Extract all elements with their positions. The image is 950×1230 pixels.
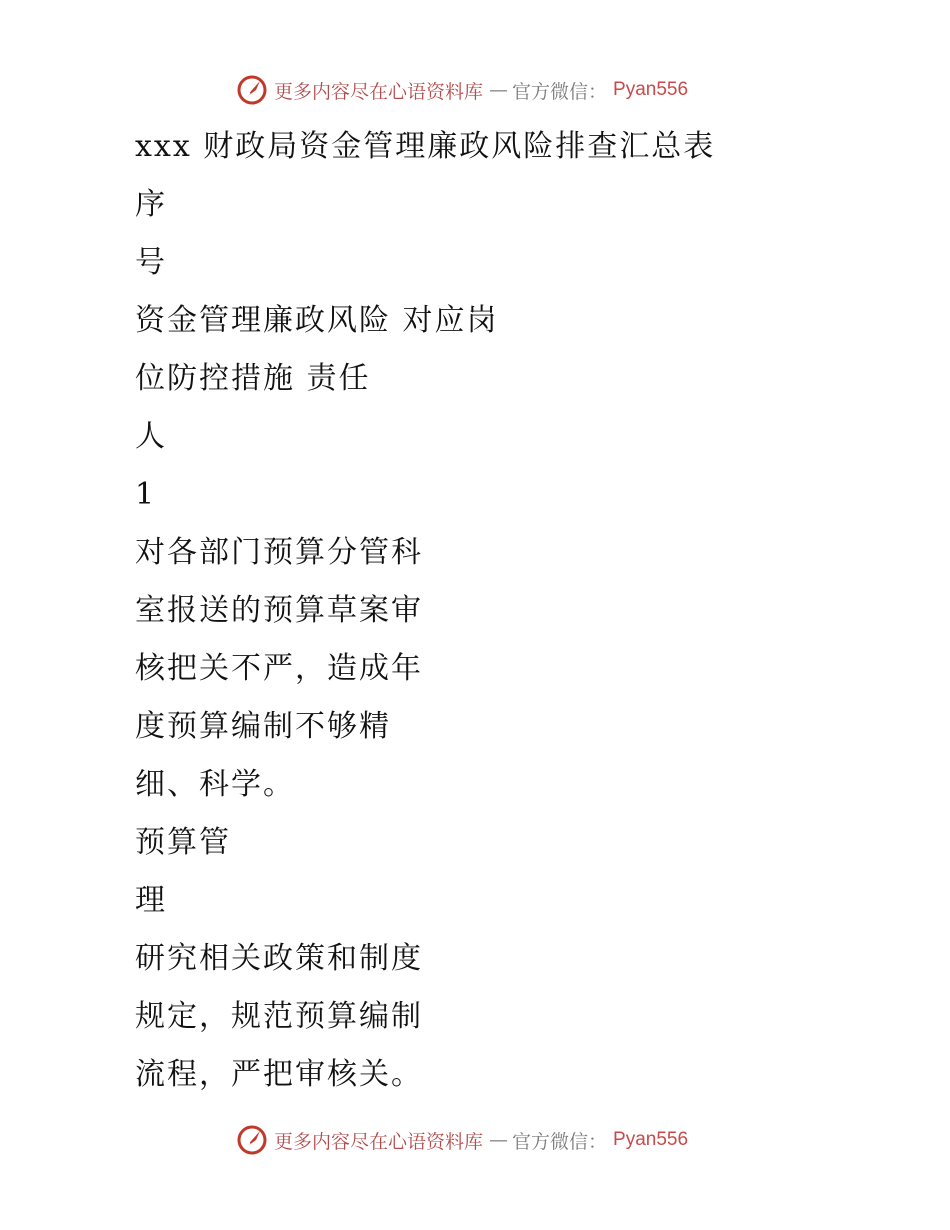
text-line: 位防控措施 责任 — [135, 361, 371, 396]
text-line: 理 — [135, 883, 167, 918]
document-title: xxx 财政局资金管理廉政风险排查汇总表 — [135, 129, 716, 164]
watermark-footer — [236, 1122, 688, 1158]
watermark-text: 更多内容尽在心语资料库 — [274, 1130, 484, 1153]
text-line: 对各部门预算分管科 — [135, 535, 423, 570]
watermark-text: 更多内容尽在心语资料库 — [274, 80, 484, 103]
text-line: 序 — [135, 187, 167, 222]
watermark-id: Pyan556 — [613, 79, 689, 100]
watermark-dash: — — [489, 79, 507, 101]
text-line: 资金管理廉政风险 对应岗 — [135, 303, 499, 338]
text-line: 号 — [135, 245, 167, 280]
watermark-header — [236, 72, 688, 108]
text-line: 室报送的预算草案审 — [135, 593, 423, 628]
text-line: 1 — [135, 477, 157, 512]
quill-logo-icon — [236, 74, 268, 106]
text-line: 流程，严把审核关。 — [135, 1057, 423, 1092]
text-line: 度预算编制不够精 — [135, 709, 391, 744]
text-line: 核把关不严，造成年 — [135, 651, 423, 686]
text-line: 研究相关政策和制度 — [135, 941, 423, 976]
quill-logo-icon — [236, 1124, 268, 1156]
document-body — [135, 118, 835, 1104]
text-line: 人 — [135, 419, 167, 454]
text-line: 细、科学。 — [135, 767, 295, 802]
watermark-suffix: 官方微信： — [512, 80, 608, 103]
text-line: 规定，规范预算编制 — [135, 999, 423, 1034]
watermark-id: Pyan556 — [613, 1129, 689, 1150]
text-line: 预算管 — [135, 825, 231, 860]
watermark-suffix: 官方微信： — [512, 1130, 608, 1153]
watermark-dash: — — [489, 1129, 507, 1151]
